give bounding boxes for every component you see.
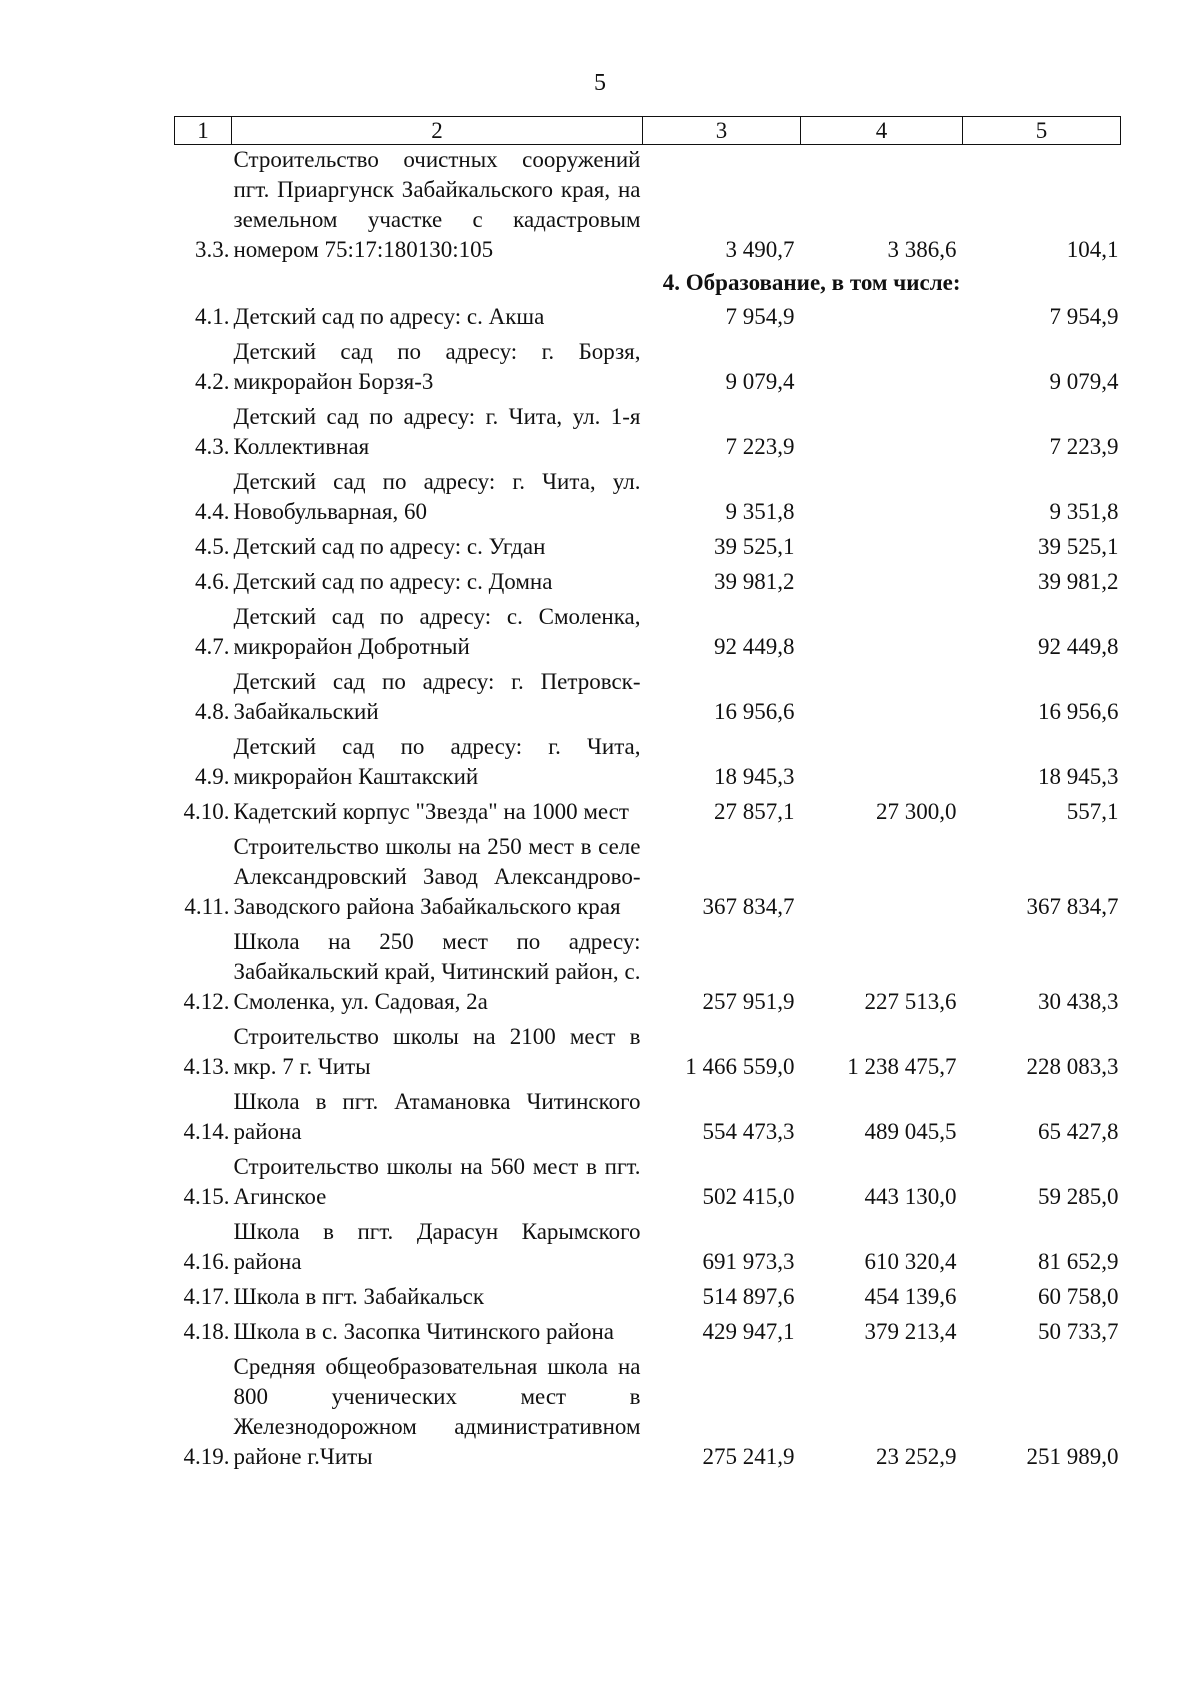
section-title: 4. Образование, в том числе: (662, 270, 961, 295)
row-value-col5: 367 834,7 (1026, 894, 1119, 919)
row-value-col5: 9 079,4 (1049, 369, 1119, 394)
row-value-col4: 489 045,5 (864, 1119, 957, 1144)
row-value-col3: 92 449,8 (714, 634, 795, 659)
row-index: 4.2. (195, 369, 230, 394)
row-index: 4.14. (183, 1119, 230, 1144)
row-value-col5: 59 285,0 (1038, 1184, 1119, 1209)
table-row (175, 1215, 1121, 1280)
row-value-col3: 7 954,9 (725, 304, 795, 329)
row-name: Строительство очистных сооружений пгт. Приаргунск Забайкальского края, на земельном участке с кадастровым номером 75:17:180130:105 (233, 147, 641, 262)
row-name: Школа в пгт. Дарасун Карымского района (233, 1219, 641, 1274)
row-value-col3: 691 973,3 (702, 1249, 795, 1274)
row-value-col5: 228 083,3 (1026, 1054, 1119, 1079)
row-value-col4: 23 252,9 (876, 1444, 957, 1469)
row-index: 4.16. (183, 1249, 230, 1274)
row-index: 4.7. (195, 634, 230, 659)
table-row (175, 600, 1121, 665)
row-value-col5: 7 954,9 (1049, 304, 1119, 329)
row-value-col3: 554 473,3 (702, 1119, 795, 1144)
row-value-col3: 514 897,6 (702, 1284, 795, 1309)
row-value-col3: 39 981,2 (714, 569, 795, 594)
table-row (175, 300, 1121, 335)
table-row (175, 795, 1121, 830)
row-name: Детский сад по адресу: с. Угдан (233, 534, 546, 559)
row-index: 4.3. (195, 434, 230, 459)
table-row (175, 530, 1121, 565)
table-row (175, 730, 1121, 795)
table-row (175, 1350, 1121, 1475)
row-value-col3: 367 834,7 (702, 894, 795, 919)
row-value-col3: 39 525,1 (714, 534, 795, 559)
row-value-col4 (801, 400, 963, 465)
row-index: 4.5. (195, 534, 230, 559)
row-name: Детский сад по адресу: с. Акша (233, 304, 545, 329)
row-name: Детский сад по адресу: г. Чита, ул. Новобульварная, 60 (233, 469, 641, 524)
row-value-col5: 81 652,9 (1038, 1249, 1119, 1274)
row-value-col3: 429 947,1 (702, 1319, 795, 1344)
row-value-col3: 7 223,9 (725, 434, 795, 459)
row-value-col3: 9 079,4 (725, 369, 795, 394)
column-header-4: 4 (801, 117, 963, 145)
row-value-col4 (801, 665, 963, 730)
row-value-col3: 3 490,7 (725, 237, 795, 262)
row-value-col4 (801, 600, 963, 665)
row-index: 4.17. (183, 1284, 230, 1309)
row-index: 4.19. (183, 1444, 230, 1469)
row-value-col5: 7 223,9 (1049, 434, 1119, 459)
row-index: 4.18. (183, 1319, 230, 1344)
row-name: Детский сад по адресу: г. Чита, микрорайон Каштакский (233, 734, 641, 789)
row-value-col4 (801, 335, 963, 400)
row-value-col4 (801, 830, 963, 925)
row-value-col4: 454 139,6 (864, 1284, 957, 1309)
row-index: 4.10. (183, 799, 230, 824)
row-value-col5: 65 427,8 (1038, 1119, 1119, 1144)
row-value-col4 (801, 465, 963, 530)
column-header-5: 5 (963, 117, 1121, 145)
row-value-col3: 16 956,6 (714, 699, 795, 724)
row-index: 4.8. (195, 699, 230, 724)
table-row (175, 565, 1121, 600)
table-row (175, 335, 1121, 400)
budget-table (174, 116, 1121, 1475)
row-value-col4: 1 238 475,7 (847, 1054, 957, 1079)
row-index: 4.15. (183, 1184, 230, 1209)
row-value-col4: 227 513,6 (864, 989, 957, 1014)
row-value-col4: 3 386,6 (887, 237, 957, 262)
row-value-col4 (801, 730, 963, 795)
row-index: 4.12. (183, 989, 230, 1014)
table-row (175, 145, 1121, 269)
row-name: Школа на 250 мест по адресу: Забайкальский край, Читинский район, с. Смоленка, ул. Садовая, 2а (233, 929, 641, 1014)
table-row (175, 1315, 1121, 1350)
row-index: 4.4. (195, 499, 230, 524)
row-index: 3.3. (195, 237, 230, 262)
table-row (175, 1150, 1121, 1215)
table-header (175, 117, 1121, 145)
row-value-col5: 50 733,7 (1038, 1319, 1119, 1344)
row-value-col3: 18 945,3 (714, 764, 795, 789)
row-value-col4: 610 320,4 (864, 1249, 957, 1274)
row-value-col5: 9 351,8 (1049, 499, 1119, 524)
row-value-col3: 257 951,9 (702, 989, 795, 1014)
row-value-col5: 30 438,3 (1038, 989, 1119, 1014)
row-name: Средняя общеобразовательная школа на 800 ученических мест в Железнодорожном административном районе г.Читы (233, 1354, 641, 1469)
table-row (175, 465, 1121, 530)
row-name: Детский сад по адресу: с. Домна (233, 569, 553, 594)
column-header-1: 1 (175, 117, 232, 145)
row-value-col5: 251 989,0 (1026, 1444, 1119, 1469)
row-value-col5: 39 525,1 (1038, 534, 1119, 559)
row-value-col5: 92 449,8 (1038, 634, 1119, 659)
row-name: Детский сад по адресу: г. Чита, ул. 1-я Коллективная (233, 404, 641, 459)
table-row (175, 1085, 1121, 1150)
row-value-col4: 379 213,4 (864, 1319, 957, 1344)
row-value-col3: 9 351,8 (725, 499, 795, 524)
table-body (175, 145, 1121, 1476)
table-row (175, 665, 1121, 730)
row-value-col4 (801, 565, 963, 600)
table-row (175, 925, 1121, 1020)
table-row (175, 1280, 1121, 1315)
row-value-col3: 1 466 559,0 (685, 1054, 795, 1079)
row-value-col5: 557,1 (1066, 799, 1119, 824)
row-name: Кадетский корпус "Звезда" на 1000 мест (233, 799, 629, 824)
row-name: Школа в с. Засопка Читинского района (233, 1319, 614, 1344)
row-name: Строительство школы на 250 мест в селе Александровский Завод Александрово-Заводского района Забайкальского края (233, 834, 641, 919)
row-value-col5: 104,1 (1066, 237, 1119, 262)
page-number: 5 (594, 70, 606, 96)
row-name: Школа в пгт. Забайкальск (233, 1284, 485, 1309)
row-value-col3: 502 415,0 (702, 1184, 795, 1209)
row-value-col5: 39 981,2 (1038, 569, 1119, 594)
row-value-col3: 275 241,9 (702, 1444, 795, 1469)
row-name: Детский сад по адресу: г. Борзя, микрорайон Борзя-3 (233, 339, 641, 394)
table-row (175, 1020, 1121, 1085)
row-name: Школа в пгт. Атамановка Читинского района (233, 1089, 641, 1144)
row-name: Строительство школы на 560 мест в пгт. Агинское (233, 1154, 641, 1209)
row-value-col3: 27 857,1 (714, 799, 795, 824)
row-index: 4.1. (195, 304, 230, 329)
row-index: 4.6. (195, 569, 230, 594)
row-name: Детский сад по адресу: с. Смоленка, микрорайон Добротный (233, 604, 641, 659)
table-row (175, 830, 1121, 925)
row-value-col4 (801, 300, 963, 335)
row-name: Детский сад по адресу: г. Петровск-Забайкальский (233, 669, 641, 724)
column-header-2: 2 (232, 117, 643, 145)
table-row (175, 400, 1121, 465)
row-value-col5: 16 956,6 (1038, 699, 1119, 724)
table-header-row (175, 117, 1121, 145)
section-heading-row (175, 268, 1121, 300)
row-value-col4 (801, 530, 963, 565)
row-value-col5: 18 945,3 (1038, 764, 1119, 789)
row-index: 4.11. (184, 894, 230, 919)
row-index: 4.9. (195, 764, 230, 789)
row-value-col4: 443 130,0 (864, 1184, 957, 1209)
column-header-3: 3 (643, 117, 801, 145)
row-value-col4: 27 300,0 (876, 799, 957, 824)
row-index: 4.13. (183, 1054, 230, 1079)
row-value-col5: 60 758,0 (1038, 1284, 1119, 1309)
row-name: Строительство школы на 2100 мест в мкр. 7 г. Читы (233, 1024, 641, 1079)
